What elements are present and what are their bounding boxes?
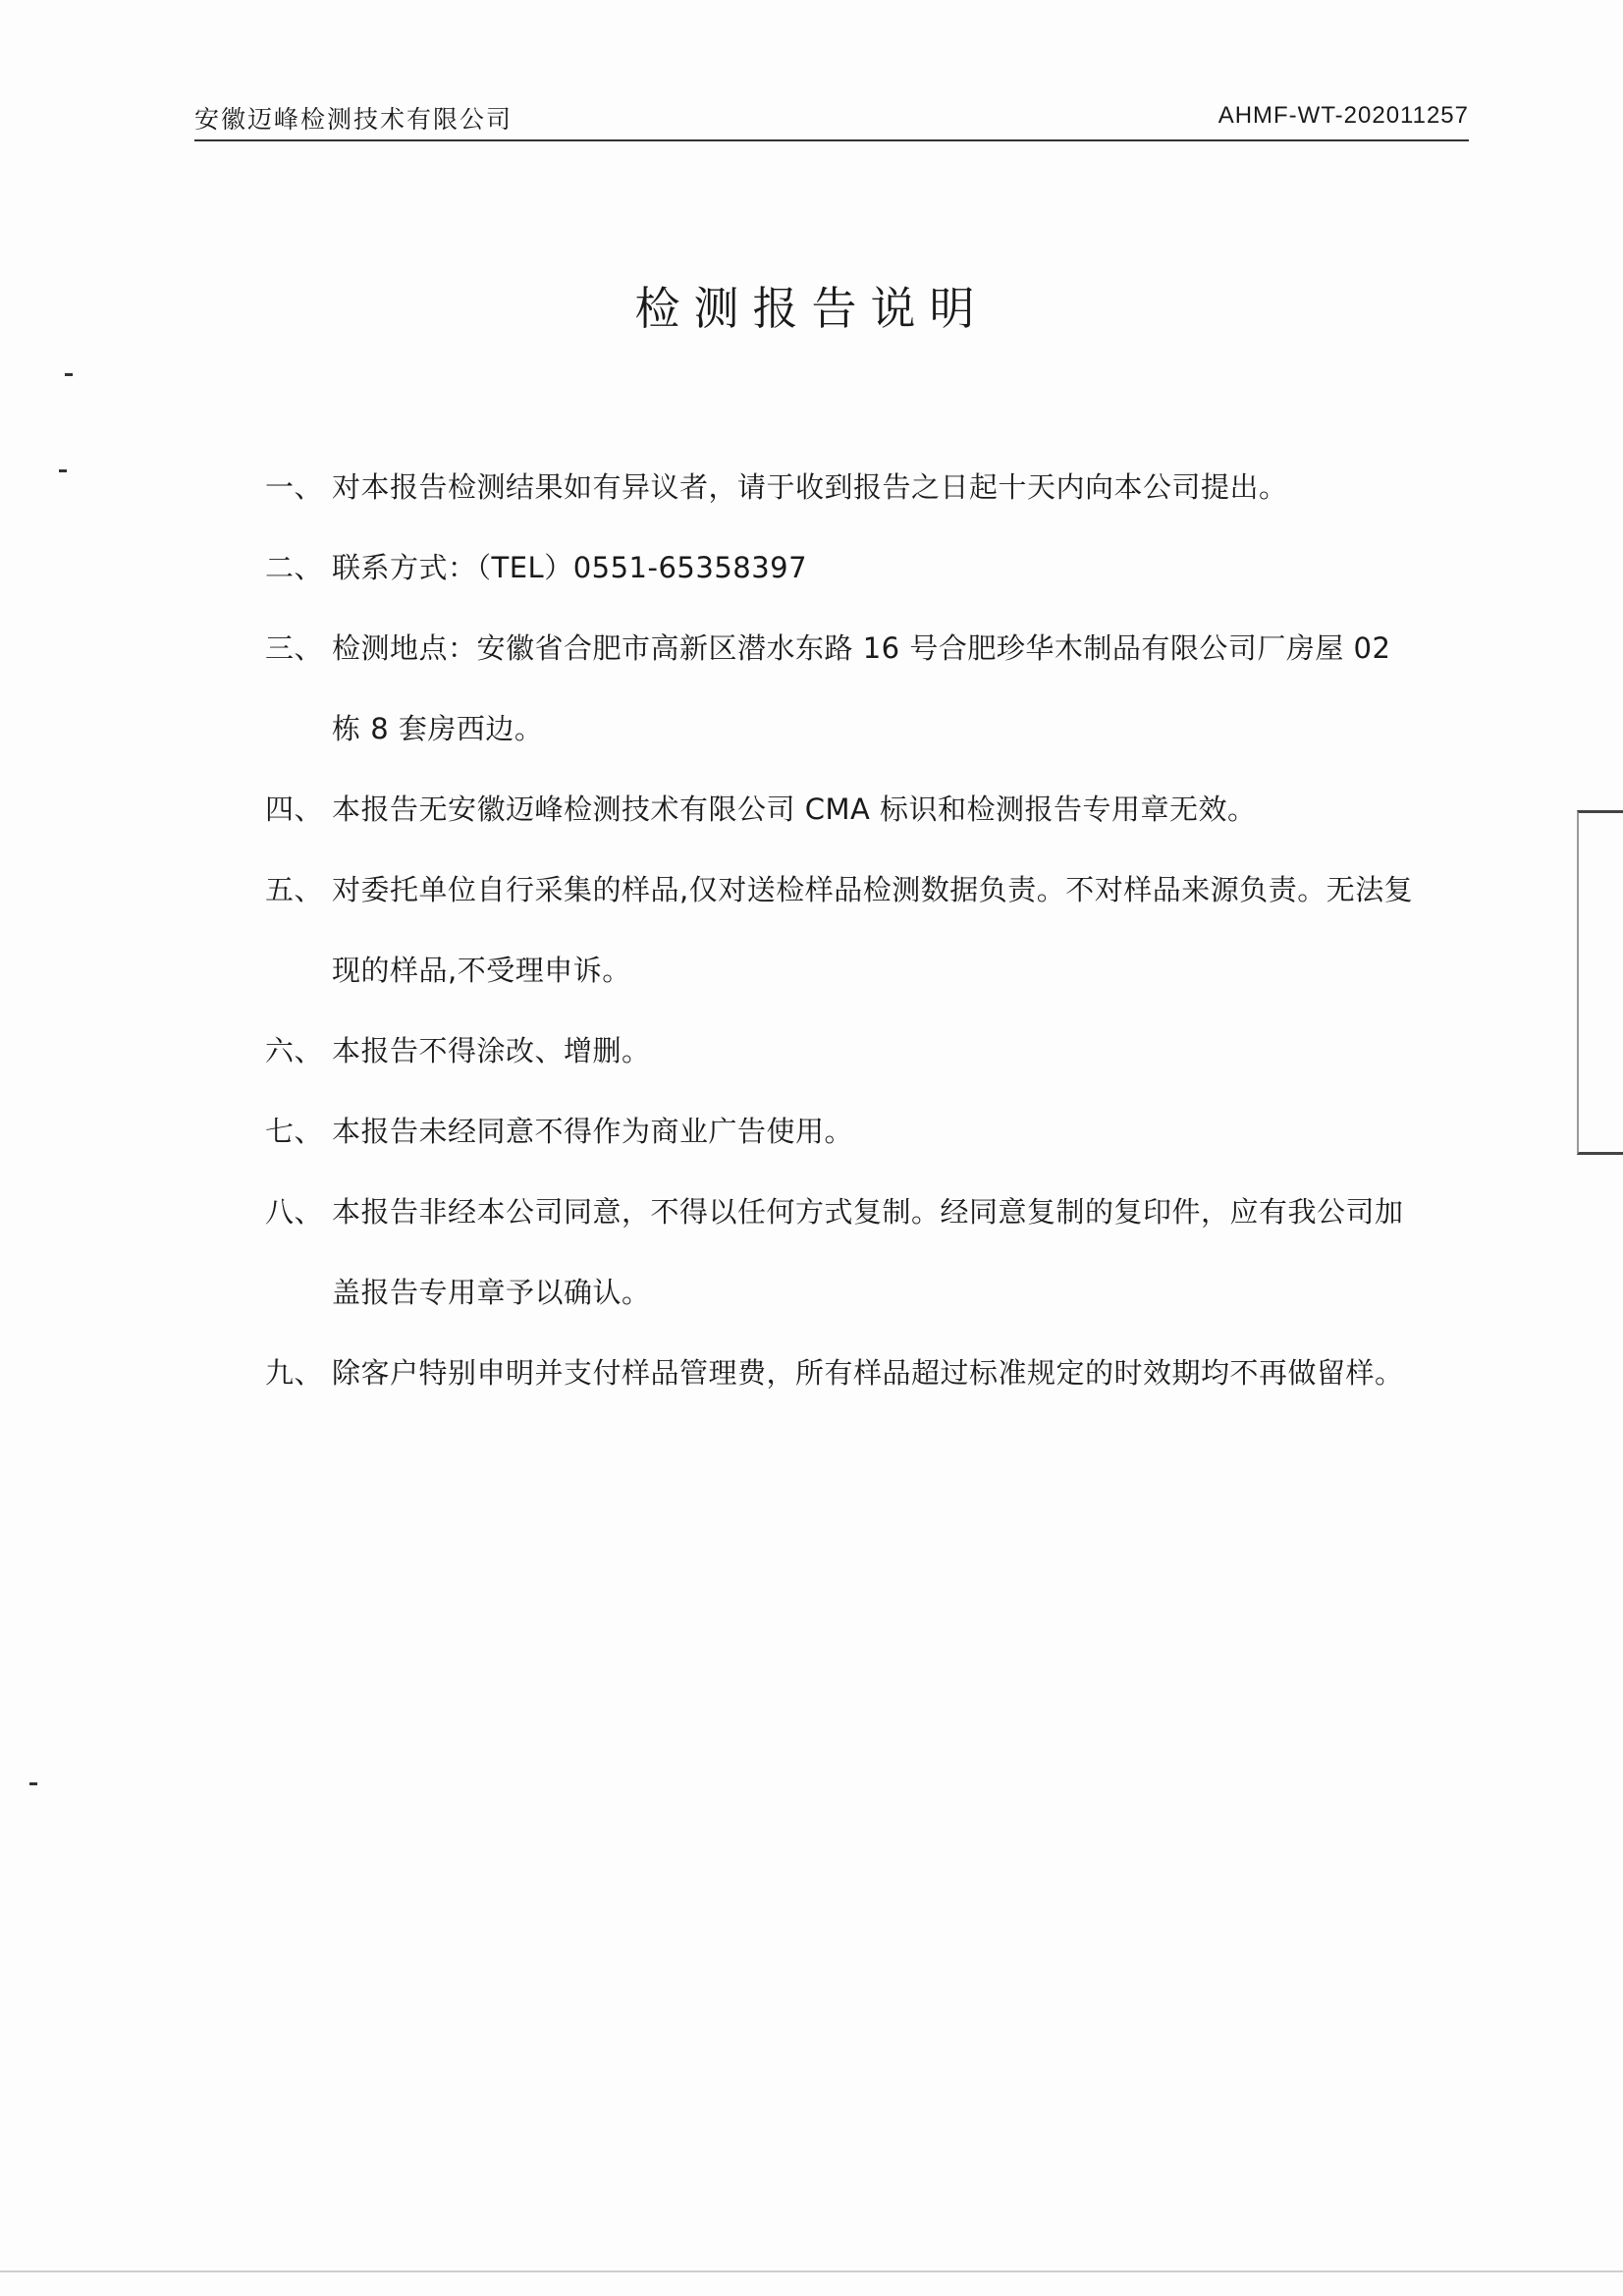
header-company-name: 安徽迈峰检测技术有限公司 — [194, 105, 514, 134]
note-item-3 — [265, 608, 1414, 769]
note-text: 联系方式：（TEL）0551-65358397 — [332, 551, 808, 584]
page-bottom-edge — [0, 2270, 1623, 2272]
note-number: 五、 — [265, 873, 324, 906]
note-item-2 — [265, 527, 1414, 608]
note-text: 本报告非经本公司同意，不得以任何方式复制。经同意复制的复印件，应有我公司加盖报告专用章予以确认。 — [332, 1195, 1404, 1309]
note-item-5 — [265, 849, 1414, 1011]
page-title: 检测报告说明 — [634, 282, 989, 335]
note-number: 六、 — [265, 1034, 324, 1067]
note-number: 三、 — [265, 631, 324, 665]
note-text: 本报告未经同意不得作为商业广告使用。 — [332, 1115, 854, 1148]
note-text: 本报告无安徽迈峰检测技术有限公司 CMA 标识和检测报告专用章无效。 — [332, 793, 1257, 826]
note-item-6 — [265, 1011, 1414, 1091]
note-number: 一、 — [265, 470, 324, 504]
note-number: 二、 — [265, 551, 324, 584]
notes-list — [265, 447, 1414, 1413]
note-item-8 — [265, 1172, 1414, 1333]
note-number: 四、 — [265, 793, 324, 826]
edge-stamp-fragment — [1577, 810, 1623, 1155]
note-number: 八、 — [265, 1195, 324, 1229]
scan-speck — [59, 469, 67, 472]
note-number: 九、 — [265, 1356, 324, 1390]
page-header — [194, 96, 1469, 141]
header-report-code: AHMF-WT-202011257 — [1217, 102, 1469, 129]
note-text: 本报告不得涂改、增删。 — [332, 1034, 651, 1067]
note-text: 对本报告检测结果如有异议者，请于收到报告之日起十天内向本公司提出。 — [332, 470, 1288, 504]
note-text: 对委托单位自行采集的样品,仅对送检样品检测数据负责。不对样品来源负责。无法复现的样品,不受理申诉。 — [332, 873, 1414, 987]
scan-speck — [65, 373, 73, 376]
note-text: 除客户特别申明并支付样品管理费，所有样品超过标准规定的时效期均不再做留样。 — [332, 1356, 1404, 1390]
note-item-4 — [265, 769, 1414, 849]
note-item-9 — [265, 1333, 1414, 1413]
note-item-7 — [265, 1091, 1414, 1172]
note-item-1 — [265, 447, 1414, 527]
note-text: 检测地点：安徽省合肥市高新区潜水东路 16 号合肥珍华木制品有限公司厂房屋 02 栋 8 套房西边。 — [332, 631, 1391, 745]
scan-speck — [29, 1782, 37, 1785]
note-number: 七、 — [265, 1115, 324, 1148]
